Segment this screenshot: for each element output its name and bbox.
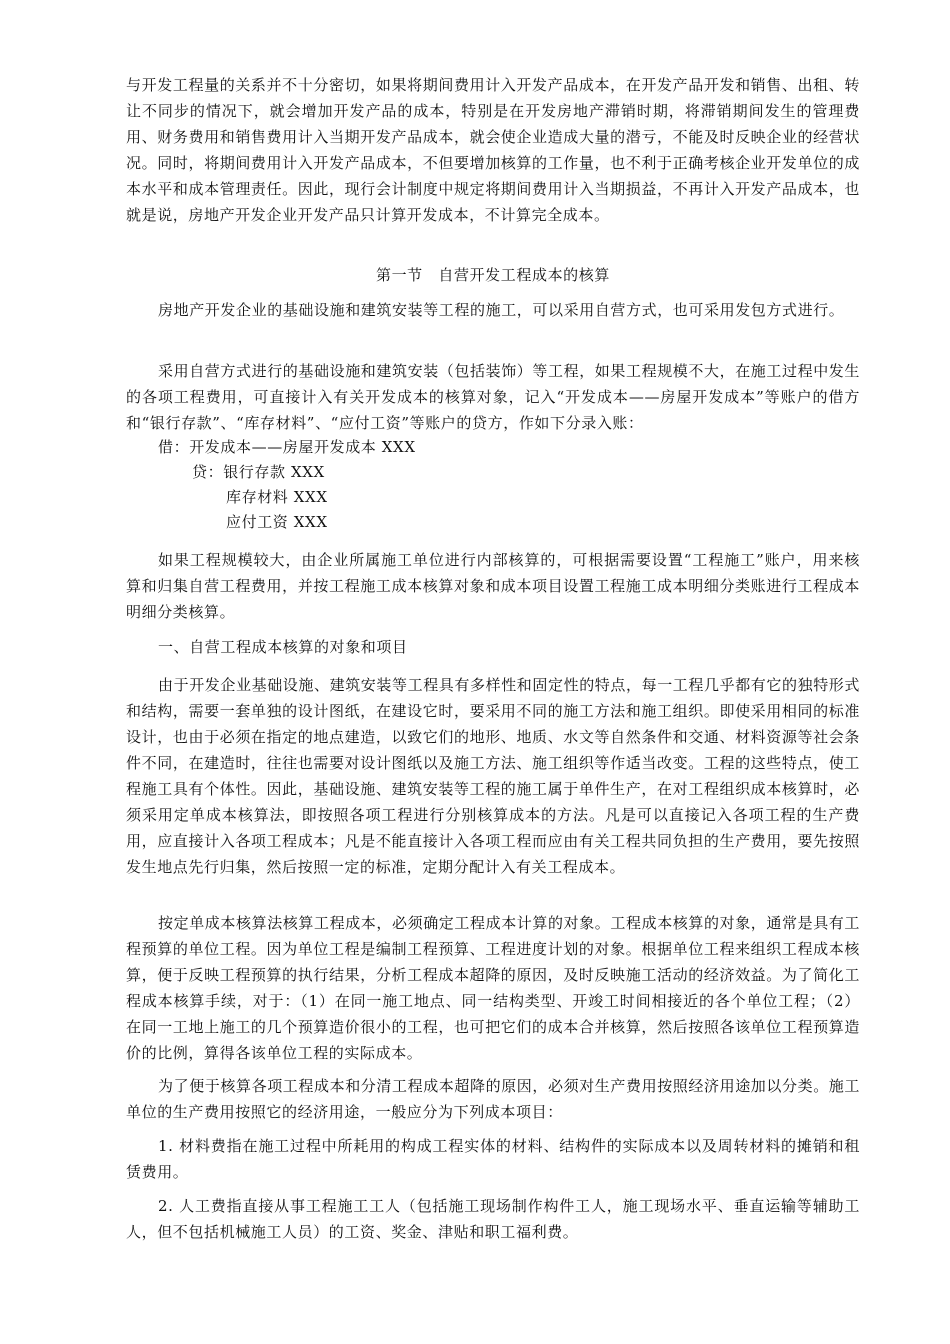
list-item-2: 2. 人工费指直接从事工程施工工人（包括施工现场制作构件工人，施工现场水平、垂直运输等辅助工人，但不包括机械施工人员）的工资、奖金、津贴和职工福利费。 [126, 1197, 860, 1241]
section-title: 第一节 自营开发工程成本的核算 [375, 266, 610, 284]
paragraph-6: 为了便于核算各项工程成本和分清工程成本超降的原因，必须对生产费用按照经济用途加以分类。施工单位的生产费用按照它的经济用途，一般应分为下列成本项目： [126, 1077, 861, 1121]
paragraph-3: 如果工程规模较大，由企业所属施工单位进行内部核算的，可根据需要设置“工程施工”账户，用来核算和归集自营工程费用，并按工程施工成本核算对象和成本项目设置工程施工成本明细分类账进行工程成本明细分类核算。 [126, 551, 860, 621]
paragraph-5: 按定单成本核算法核算工程成本，必须确定工程成本计算的对象。工程成本核算的对象，通常是具有工程预算的单位工程。因为单位工程是编制工程预算、工程进度计划的对象。根据单位工程来组织工程成本核算，便于反映工程预算的执行结果，分析工程成本超降的原因，及时反映施工活动的经济效益。为了简化工程成本核算手续，对于：（1）在同一施工地点、同一结构类型、开竣工时间相接近的各个单位工程；（2）在同一工地上施工的几个预算造价很小的工程，也可把它们的成本合并核算，然后按照各该单位工程预算造价的比例，算得各该单位工程的实际成本。 [126, 914, 861, 1062]
journal-credit-line-3: 应付工资 XXX [226, 513, 328, 531]
list-item-1: 1. 材料费指在施工过程中所耗用的构成工程实体的材料、结构件的实际成本以及周转材料的摊销和租赁费用。 [126, 1137, 860, 1181]
paragraph-4: 由于开发企业基础设施、建筑安装等工程具有多样性和固定性的特点，每一工程几乎都有它的独特形式和结构，需要一套单独的设计图纸，在建设它时，要采用不同的施工方法和施工组织。即使采用相同的标准设计，也由于必须在指定的地点建造，以致它们的地形、地质、水文等自然条件和交通、材料资源等社会条件不同，在建造时，往往也需要对设计图纸以及施工方法、施工组织等作适当改变。工程的这些特点，使工程施工具有个体性。因此，基础设施、建筑安装等工程的施工属于单件生产，在对工程组织成本核算时，必须采用定单成本核算法，即按照各项工程进行分别核算成本的方法。凡是可以直接记入各项工程的生产费用，应直接计入各项工程成本；凡是不能直接计入各项工程而应由有关工程共同负担的生产费用，要先按照发生地点先行归集，然后按照一定的标准，定期分配计入有关工程成本。 [126, 676, 861, 876]
journal-credit-line-1: 贷：银行存款 XXX [192, 463, 325, 481]
paragraph-2: 采用自营方式进行的基础设施和建筑安装（包括装饰）等工程，如果工程规模不大，在施工过程中发生的各项工程费用，可直接计入有关开发成本的核算对象，记入“开发成本——房屋开发成本”等账户的借方和“银行存款”、“库存材料”、“应付工资”等账户的贷方，作如下分录入账： [126, 362, 861, 432]
paragraph-opening: 与开发工程量的关系并不十分密切，如果将期间费用计入开发产品成本，在开发产品开发和销售、出租、转让不同步的情况下，就会增加开发产品的成本，特别是在开发房地产滞销时期，将滞销期间发生的管理费用、财务费用和销售费用计入当期开发产品成本，就会使企业造成大量的潜亏，不能及时反映企业的经营状况。同时，将期间费用计入开发产品成本，不但要增加核算的工作量，也不利于正确考核企业开发单位的成本水平和成本管理责任。因此，现行会计制度中规定将期间费用计入当期损益，不再计入开发产品成本，也就是说，房地产开发企业开发产品只计算开发成本，不计算完全成本。 [126, 76, 860, 224]
subheading: 一、自营工程成本核算的对象和项目 [158, 638, 408, 656]
journal-credit-line-2: 库存材料 XXX [226, 488, 328, 506]
journal-debit-line: 借：开发成本——房屋开发成本 XXX [158, 438, 416, 456]
paragraph-1: 房地产开发企业的基础设施和建筑安装等工程的施工，可以采用自营方式，也可采用发包方式进行。 [158, 301, 845, 319]
